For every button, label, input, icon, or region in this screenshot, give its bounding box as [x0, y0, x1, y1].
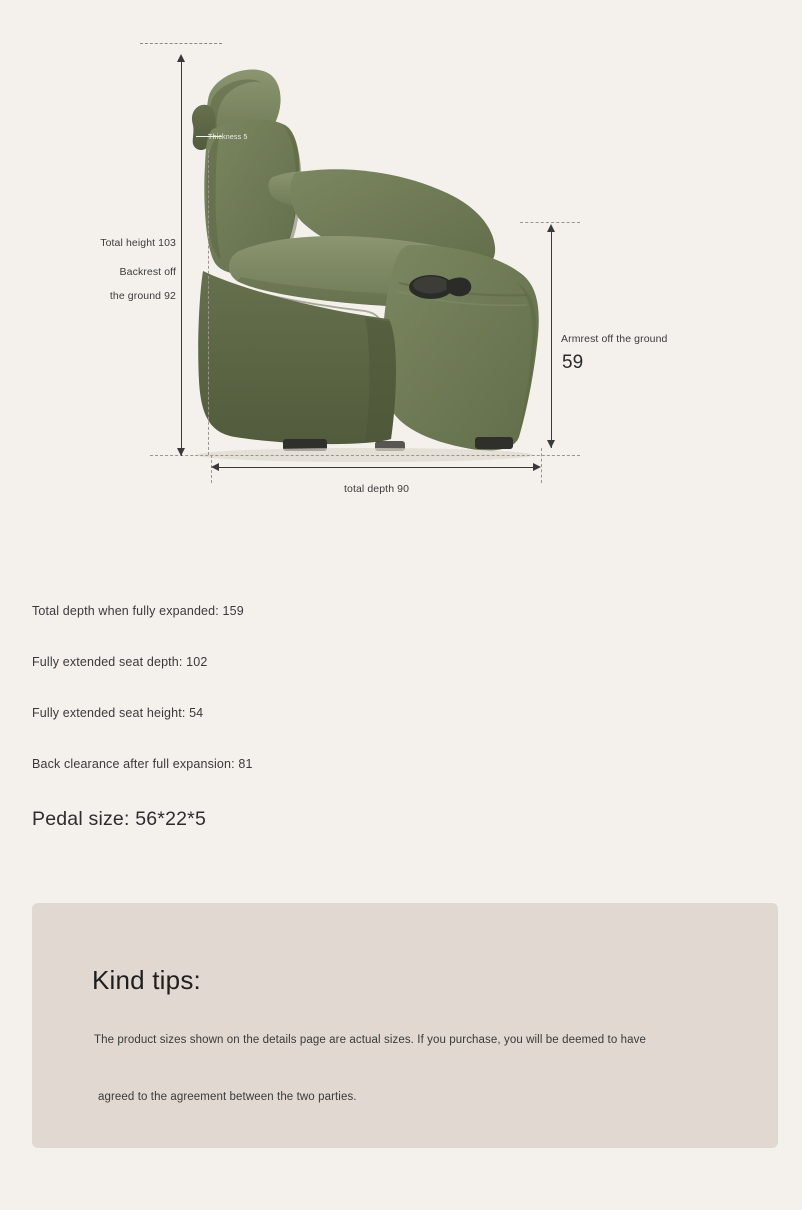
label-total-height: Total height 103: [100, 237, 176, 249]
spec-extended-seat-depth: Fully extended seat depth: 102: [32, 655, 208, 669]
total-depth-arrow-left: [211, 463, 219, 471]
dimension-diagram: [0, 0, 802, 560]
depth-right-dashed-line: [541, 448, 542, 483]
total-height-axis: [181, 60, 182, 456]
ground-dashed-line: [150, 455, 580, 456]
armrest-height-axis: [551, 230, 552, 448]
value-armrest-off-ground: 59: [562, 352, 584, 373]
backrest-height-dashed-axis: [208, 150, 209, 455]
recliner-chair-illustration: [175, 45, 555, 465]
label-backrest-off-ground-line1: Backrest off: [119, 266, 176, 278]
label-total-depth: total depth 90: [344, 483, 410, 495]
armrest-top-dashed-line: [520, 222, 580, 223]
specification-list: [32, 604, 732, 868]
armrest-height-arrow-bottom: [547, 440, 555, 448]
spec-total-depth-expanded: Total depth when fully expanded: 159: [32, 604, 244, 618]
total-height-arrow-bottom: [177, 448, 185, 456]
kind-tips-panel: [32, 903, 778, 1148]
label-armrest-off-ground: Armrest off the ground: [561, 333, 668, 345]
total-depth-arrow-right: [533, 463, 541, 471]
kind-tips-paragraph-1: The product sizes shown on the details page are actual sizes. If you purchase, you will be deemed to have: [94, 1034, 646, 1046]
total-height-arrow-top: [177, 54, 185, 62]
total-depth-axis: [219, 467, 533, 468]
spec-back-clearance: Back clearance after full expansion: 81: [32, 757, 253, 771]
top-dash-marks: [140, 43, 222, 44]
kind-tips-title: Kind tips:: [92, 965, 201, 995]
label-thickness: Thickness 5: [208, 134, 248, 141]
spec-extended-seat-height: Fully extended seat height: 54: [32, 706, 204, 720]
armrest-height-arrow-top: [547, 224, 555, 232]
label-backrest-off-ground-line2: the ground 92: [109, 290, 176, 302]
kind-tips-paragraph-2: agreed to the agreement between the two parties.: [98, 1091, 357, 1103]
spec-pedal-size: Pedal size: 56*22*5: [32, 808, 207, 830]
